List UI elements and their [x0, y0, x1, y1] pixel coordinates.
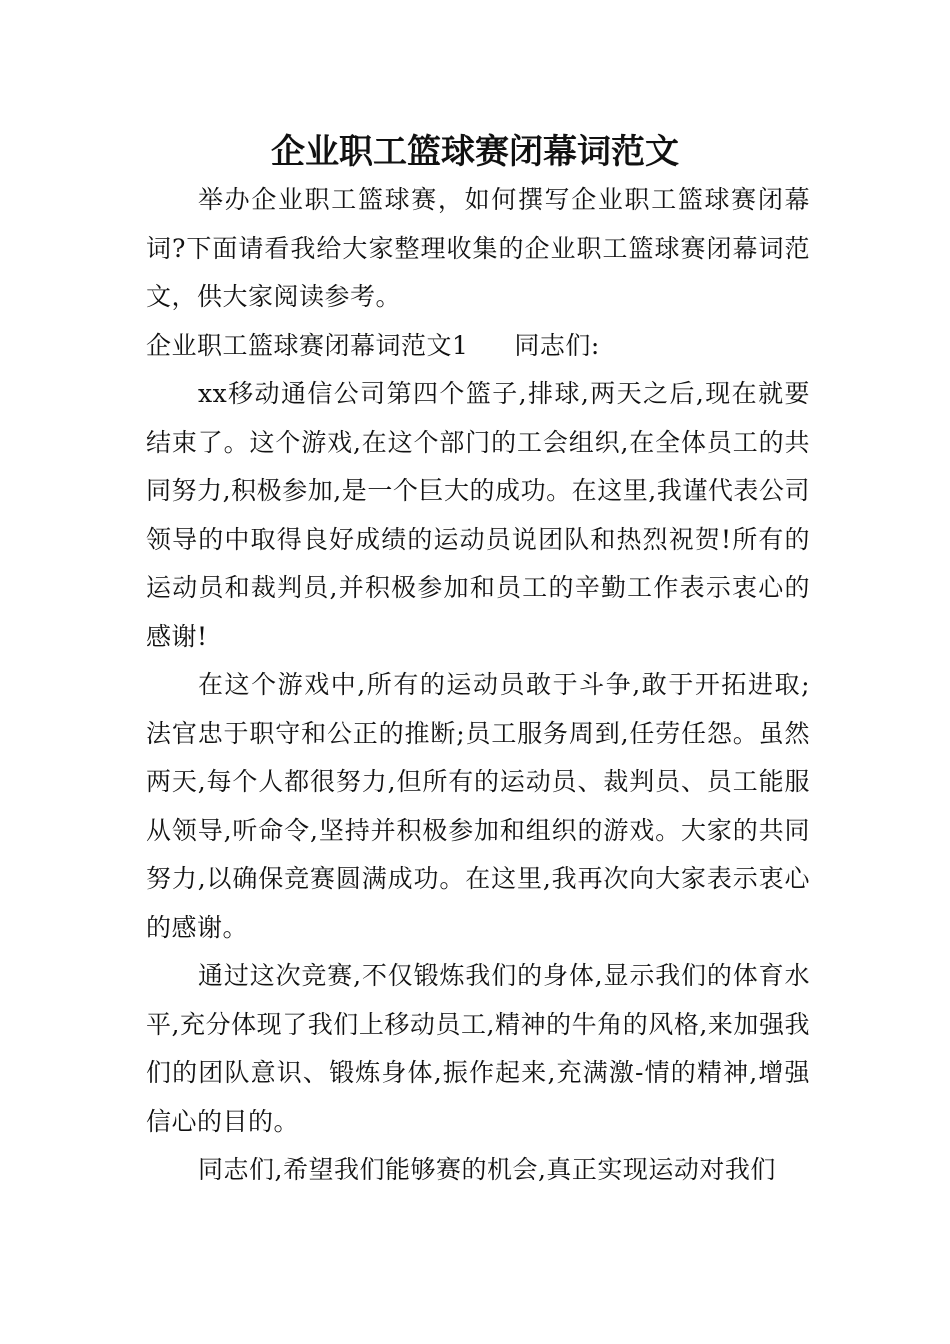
- body-paragraph-1: xx移动通信公司第四个篮子,排球,两天之后,现在就要结束了。这个游戏,在这个部门的工会组织,在全体员工的共同努力,积极参加,是一个巨大的成功。在这里,我谨代表公司领导的中取得良好成绩的运动员说团队和热烈祝贺!所有的运动员和裁判员,并积极参加和员工的辛勤工作表示衷心的感谢!: [146, 379, 810, 651]
- section-heading-line: [146, 322, 810, 371]
- body-paragraph-3: 通过这次竞赛,不仅锻炼我们的身体,显示我们的体育水平,充分体现了我们上移动员工,精神的牛角的风格,来加强我们的团队意识、锻炼身体,振作起来,充满激-情的精神,增强信心的目的。: [146, 961, 810, 1136]
- body-paragraph-2: 在这个游戏中,所有的运动员敢于斗争,敢于开拓进取;法官忠于职守和公正的推断;员工服务周到,任劳任怨。虽然两天,每个人都很努力,但所有的运动员、裁判员、员工能服从领导,听命令,坚持并积极参加和组织的游戏。大家的共同努力,以确保竞赛圆满成功。在这里,我再次向大家表示衷心的感谢。: [146, 670, 810, 942]
- document-body: [146, 176, 810, 1195]
- section-heading: 企业职工篮球赛闭幕词范文1: [146, 330, 469, 360]
- intro-paragraph: 举办企业职工篮球赛，如何撰写企业职工篮球赛闭幕词?下面请看我给大家整理收集的企业职工篮球赛闭幕词范文，供大家阅读参考。: [146, 185, 810, 311]
- body-paragraph-4: 同志们,希望我们能够赛的机会,真正实现运动对我们: [198, 1155, 776, 1184]
- document-title: 企业职工篮球赛闭幕词范文: [271, 132, 679, 172]
- salutation: 同志们:: [514, 330, 600, 360]
